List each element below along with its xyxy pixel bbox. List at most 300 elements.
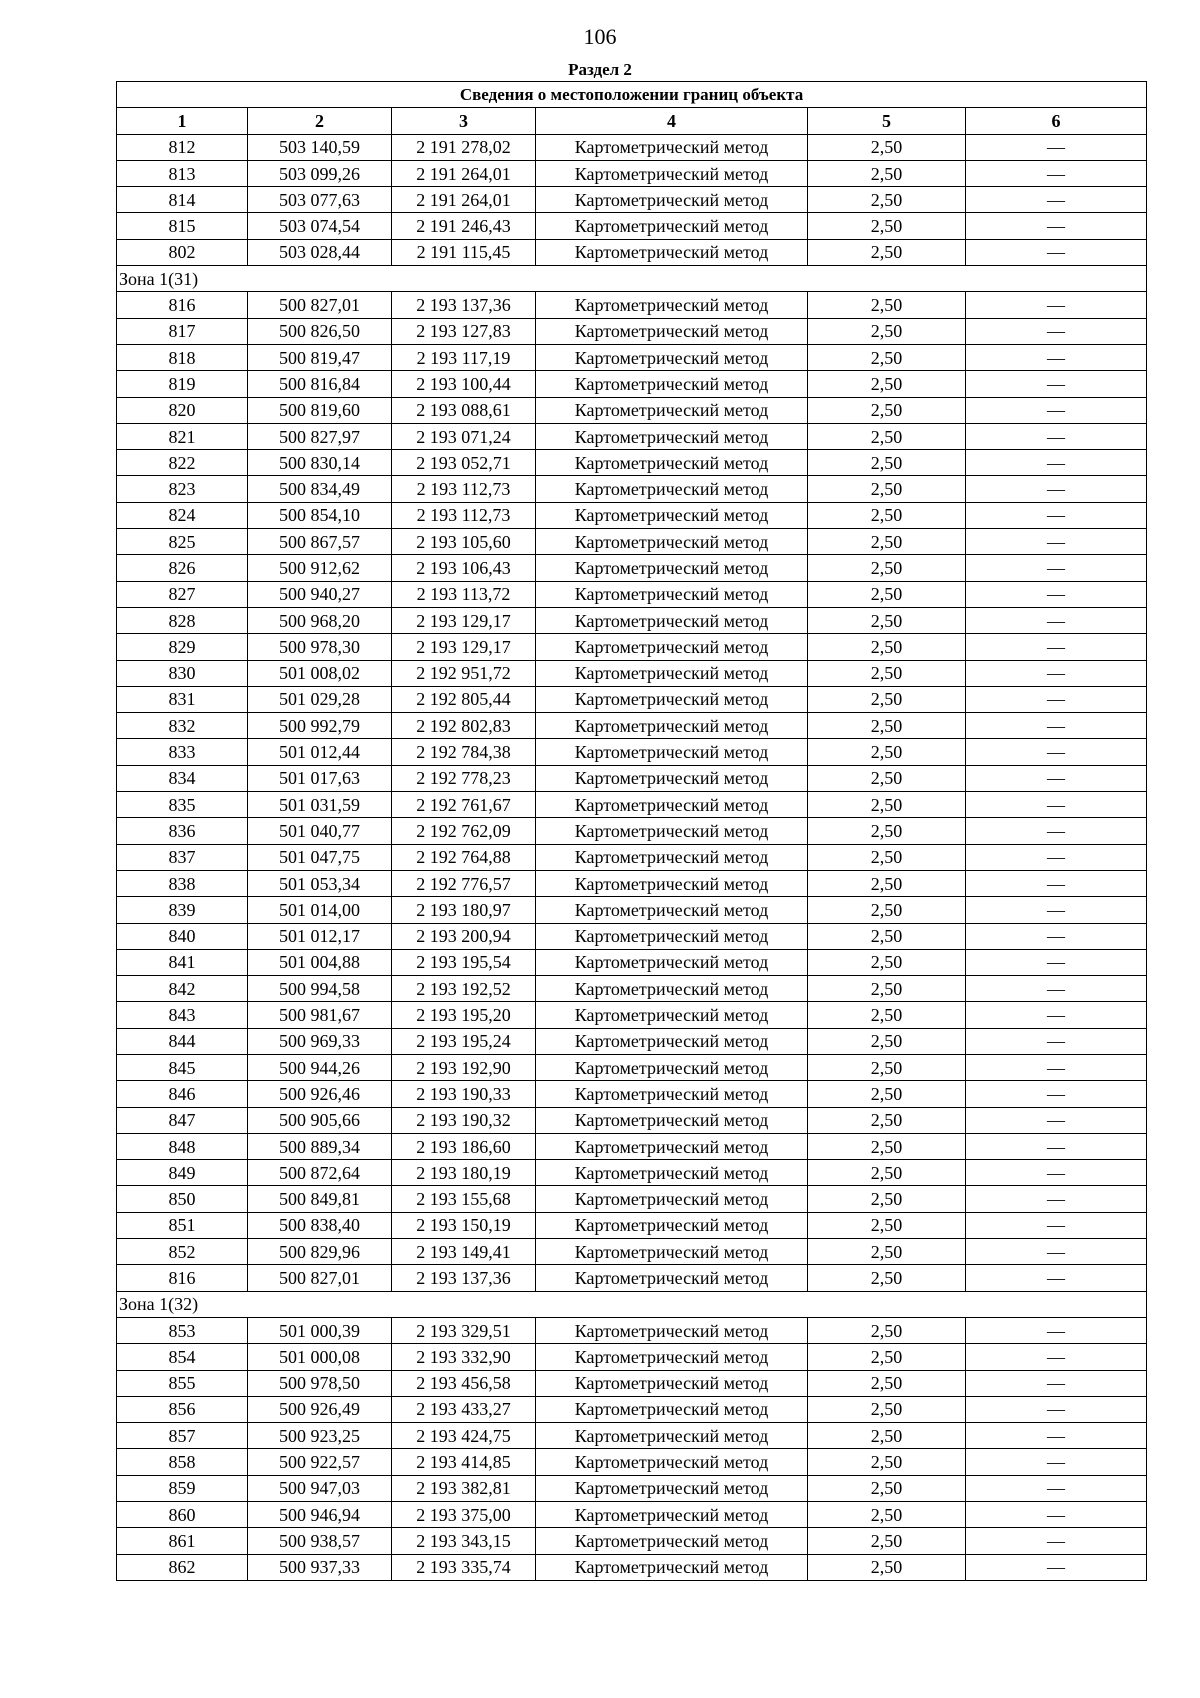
accuracy-cell: 2,50	[808, 1370, 966, 1396]
x-coordinate-cell: 500 944,26	[248, 1054, 392, 1080]
x-coordinate-cell: 500 827,01	[248, 1265, 392, 1291]
accuracy-cell: 2,50	[808, 502, 966, 528]
accuracy-cell: 2,50	[808, 1317, 966, 1343]
x-coordinate-cell: 500 937,33	[248, 1554, 392, 1580]
method-cell: Картометрический метод	[536, 949, 808, 975]
x-coordinate-cell: 500 992,79	[248, 713, 392, 739]
table-row	[117, 686, 1147, 712]
x-coordinate-cell: 500 830,14	[248, 450, 392, 476]
table-row	[117, 1212, 1147, 1238]
y-coordinate-cell: 2 193 129,17	[392, 634, 536, 660]
accuracy-cell: 2,50	[808, 765, 966, 791]
table-row	[117, 607, 1147, 633]
description-cell: —	[966, 976, 1147, 1002]
description-cell: —	[966, 1449, 1147, 1475]
y-coordinate-cell: 2 193 424,75	[392, 1423, 536, 1449]
point-number-cell: 822	[117, 450, 248, 476]
description-cell: —	[966, 160, 1147, 186]
x-coordinate-cell: 501 017,63	[248, 765, 392, 791]
method-cell: Картометрический метод	[536, 634, 808, 660]
point-number-cell: 812	[117, 134, 248, 160]
method-cell: Картометрический метод	[536, 213, 808, 239]
point-number-cell: 857	[117, 1423, 248, 1449]
point-number-cell: 848	[117, 1133, 248, 1159]
y-coordinate-cell: 2 193 150,19	[392, 1212, 536, 1238]
x-coordinate-cell: 500 872,64	[248, 1160, 392, 1186]
accuracy-cell: 2,50	[808, 529, 966, 555]
method-cell: Картометрический метод	[536, 1423, 808, 1449]
method-cell: Картометрический метод	[536, 1344, 808, 1370]
description-cell: —	[966, 292, 1147, 318]
y-coordinate-cell: 2 193 149,41	[392, 1239, 536, 1265]
method-cell: Картометрический метод	[536, 1528, 808, 1554]
x-coordinate-cell: 500 978,50	[248, 1370, 392, 1396]
table-row	[117, 949, 1147, 975]
x-coordinate-cell: 500 827,01	[248, 292, 392, 318]
table-row	[117, 1081, 1147, 1107]
table-row	[117, 660, 1147, 686]
accuracy-cell: 2,50	[808, 1133, 966, 1159]
method-cell: Картометрический метод	[536, 870, 808, 896]
point-number-cell: 839	[117, 897, 248, 923]
accuracy-cell: 2,50	[808, 1186, 966, 1212]
point-number-cell: 838	[117, 870, 248, 896]
x-coordinate-cell: 501 004,88	[248, 949, 392, 975]
method-cell: Картометрический метод	[536, 765, 808, 791]
table-row	[117, 634, 1147, 660]
description-cell: —	[966, 607, 1147, 633]
description-cell: —	[966, 792, 1147, 818]
table-row	[117, 1502, 1147, 1528]
table-row	[117, 1370, 1147, 1396]
x-coordinate-cell: 501 008,02	[248, 660, 392, 686]
description-cell: —	[966, 1396, 1147, 1422]
point-number-cell: 845	[117, 1054, 248, 1080]
table-row	[117, 1528, 1147, 1554]
description-cell: —	[966, 1186, 1147, 1212]
accuracy-cell: 2,50	[808, 1107, 966, 1133]
table-row	[117, 213, 1147, 239]
description-cell: —	[966, 870, 1147, 896]
table-row	[117, 1186, 1147, 1212]
accuracy-cell: 2,50	[808, 1502, 966, 1528]
x-coordinate-cell: 500 981,67	[248, 1002, 392, 1028]
method-cell: Картометрический метод	[536, 923, 808, 949]
zone-label: Зона 1(31)	[117, 266, 1147, 292]
y-coordinate-cell: 2 193 088,61	[392, 397, 536, 423]
y-coordinate-cell: 2 193 129,17	[392, 607, 536, 633]
table-row	[117, 1107, 1147, 1133]
accuracy-cell: 2,50	[808, 213, 966, 239]
method-cell: Картометрический метод	[536, 713, 808, 739]
description-cell: —	[966, 423, 1147, 449]
table-row	[117, 1028, 1147, 1054]
method-cell: Картометрический метод	[536, 423, 808, 449]
table-row	[117, 1423, 1147, 1449]
section-title: Раздел 2	[568, 60, 632, 79]
description-cell: —	[966, 1107, 1147, 1133]
point-number-cell: 858	[117, 1449, 248, 1475]
y-coordinate-cell: 2 193 343,15	[392, 1528, 536, 1554]
accuracy-cell: 2,50	[808, 187, 966, 213]
table-row	[117, 1054, 1147, 1080]
accuracy-cell: 2,50	[808, 476, 966, 502]
accuracy-cell: 2,50	[808, 607, 966, 633]
table-row	[117, 976, 1147, 1002]
description-cell: —	[966, 476, 1147, 502]
description-cell: —	[966, 923, 1147, 949]
accuracy-cell: 2,50	[808, 397, 966, 423]
x-coordinate-cell: 500 946,94	[248, 1502, 392, 1528]
y-coordinate-cell: 2 193 195,54	[392, 949, 536, 975]
x-coordinate-cell: 501 012,17	[248, 923, 392, 949]
x-coordinate-cell: 501 031,59	[248, 792, 392, 818]
y-coordinate-cell: 2 193 192,90	[392, 1054, 536, 1080]
point-number-cell: 843	[117, 1002, 248, 1028]
description-cell: —	[966, 897, 1147, 923]
method-cell: Картометрический метод	[536, 450, 808, 476]
method-cell: Картометрический метод	[536, 1054, 808, 1080]
table-row	[117, 134, 1147, 160]
x-coordinate-cell: 500 867,57	[248, 529, 392, 555]
table-row	[117, 344, 1147, 370]
accuracy-cell: 2,50	[808, 292, 966, 318]
table-row	[117, 870, 1147, 896]
y-coordinate-cell: 2 193 100,44	[392, 371, 536, 397]
table-row	[117, 713, 1147, 739]
table-row	[117, 739, 1147, 765]
y-coordinate-cell: 2 193 195,20	[392, 1002, 536, 1028]
table-row	[117, 792, 1147, 818]
method-cell: Картометрический метод	[536, 1160, 808, 1186]
accuracy-cell: 2,50	[808, 1344, 966, 1370]
x-coordinate-cell: 500 969,33	[248, 1028, 392, 1054]
description-cell: —	[966, 1212, 1147, 1238]
point-number-cell: 855	[117, 1370, 248, 1396]
accuracy-cell: 2,50	[808, 976, 966, 1002]
table-row	[117, 1344, 1147, 1370]
point-number-cell: 827	[117, 581, 248, 607]
point-number-cell: 826	[117, 555, 248, 581]
page-number: 106	[583, 24, 617, 49]
accuracy-cell: 2,50	[808, 634, 966, 660]
accuracy-cell: 2,50	[808, 660, 966, 686]
description-cell: —	[966, 529, 1147, 555]
method-cell: Картометрический метод	[536, 1186, 808, 1212]
y-coordinate-cell: 2 191 278,02	[392, 134, 536, 160]
accuracy-cell: 2,50	[808, 818, 966, 844]
y-coordinate-cell: 2 191 115,45	[392, 239, 536, 265]
y-coordinate-cell: 2 191 246,43	[392, 213, 536, 239]
description-cell: —	[966, 1475, 1147, 1501]
table-row	[117, 476, 1147, 502]
accuracy-cell: 2,50	[808, 792, 966, 818]
x-coordinate-cell: 501 012,44	[248, 739, 392, 765]
method-cell: Картометрический метод	[536, 318, 808, 344]
y-coordinate-cell: 2 192 805,44	[392, 686, 536, 712]
y-coordinate-cell: 2 193 335,74	[392, 1554, 536, 1580]
x-coordinate-cell: 501 053,34	[248, 870, 392, 896]
table-row	[117, 765, 1147, 791]
description-cell: —	[966, 134, 1147, 160]
point-number-cell: 850	[117, 1186, 248, 1212]
description-cell: —	[966, 765, 1147, 791]
y-coordinate-cell: 2 193 180,97	[392, 897, 536, 923]
y-coordinate-cell: 2 193 186,60	[392, 1133, 536, 1159]
accuracy-cell: 2,50	[808, 923, 966, 949]
accuracy-cell: 2,50	[808, 450, 966, 476]
method-cell: Картометрический метод	[536, 1554, 808, 1580]
boundary-coordinates-table	[116, 81, 1147, 1581]
accuracy-cell: 2,50	[808, 1028, 966, 1054]
accuracy-cell: 2,50	[808, 1160, 966, 1186]
point-number-cell: 816	[117, 292, 248, 318]
description-cell: —	[966, 1081, 1147, 1107]
y-coordinate-cell: 2 193 112,73	[392, 502, 536, 528]
accuracy-cell: 2,50	[808, 134, 966, 160]
y-coordinate-cell: 2 193 332,90	[392, 1344, 536, 1370]
y-coordinate-cell: 2 192 778,23	[392, 765, 536, 791]
accuracy-cell: 2,50	[808, 344, 966, 370]
table-row	[117, 292, 1147, 318]
table-row	[117, 923, 1147, 949]
point-number-cell: 856	[117, 1396, 248, 1422]
y-coordinate-cell: 2 193 414,85	[392, 1449, 536, 1475]
point-number-cell: 829	[117, 634, 248, 660]
table-row	[117, 818, 1147, 844]
point-number-cell: 852	[117, 1239, 248, 1265]
y-coordinate-cell: 2 193 329,51	[392, 1317, 536, 1343]
accuracy-cell: 2,50	[808, 897, 966, 923]
table-row	[117, 1265, 1147, 1291]
method-cell: Картометрический метод	[536, 1002, 808, 1028]
method-cell: Картометрический метод	[536, 844, 808, 870]
table-row	[117, 1396, 1147, 1422]
description-cell: —	[966, 1423, 1147, 1449]
accuracy-cell: 2,50	[808, 1002, 966, 1028]
method-cell: Картометрический метод	[536, 792, 808, 818]
description-cell: —	[966, 1554, 1147, 1580]
method-cell: Картометрический метод	[536, 976, 808, 1002]
description-cell: —	[966, 844, 1147, 870]
description-cell: —	[966, 949, 1147, 975]
x-coordinate-cell: 500 816,84	[248, 371, 392, 397]
x-coordinate-cell: 500 819,60	[248, 397, 392, 423]
x-coordinate-cell: 503 028,44	[248, 239, 392, 265]
y-coordinate-cell: 2 193 127,83	[392, 318, 536, 344]
y-coordinate-cell: 2 193 155,68	[392, 1186, 536, 1212]
y-coordinate-cell: 2 193 071,24	[392, 423, 536, 449]
table-row	[117, 1317, 1147, 1343]
description-cell: —	[966, 1160, 1147, 1186]
description-cell: —	[966, 450, 1147, 476]
x-coordinate-cell: 501 047,75	[248, 844, 392, 870]
method-cell: Картометрический метод	[536, 529, 808, 555]
table-row	[117, 187, 1147, 213]
y-coordinate-cell: 2 193 137,36	[392, 292, 536, 318]
description-cell: —	[966, 713, 1147, 739]
description-cell: —	[966, 818, 1147, 844]
description-cell: —	[966, 634, 1147, 660]
description-cell: —	[966, 213, 1147, 239]
x-coordinate-cell: 501 014,00	[248, 897, 392, 923]
method-cell: Картометрический метод	[536, 1502, 808, 1528]
x-coordinate-cell: 500 905,66	[248, 1107, 392, 1133]
accuracy-cell: 2,50	[808, 1554, 966, 1580]
y-coordinate-cell: 2 192 776,57	[392, 870, 536, 896]
method-cell: Картометрический метод	[536, 1317, 808, 1343]
description-cell: —	[966, 239, 1147, 265]
point-number-cell: 860	[117, 1502, 248, 1528]
y-coordinate-cell: 2 193 195,24	[392, 1028, 536, 1054]
method-cell: Картометрический метод	[536, 555, 808, 581]
x-coordinate-cell: 501 000,39	[248, 1317, 392, 1343]
y-coordinate-cell: 2 193 190,33	[392, 1081, 536, 1107]
column-number: 1	[117, 108, 248, 134]
x-coordinate-cell: 500 827,97	[248, 423, 392, 449]
y-coordinate-cell: 2 193 106,43	[392, 555, 536, 581]
x-coordinate-cell: 500 819,47	[248, 344, 392, 370]
y-coordinate-cell: 2 191 264,01	[392, 160, 536, 186]
description-cell: —	[966, 1133, 1147, 1159]
table-row	[117, 160, 1147, 186]
description-cell: —	[966, 371, 1147, 397]
table-row	[117, 1554, 1147, 1580]
x-coordinate-cell: 500 994,58	[248, 976, 392, 1002]
table-row	[117, 1002, 1147, 1028]
table-row	[117, 239, 1147, 265]
point-number-cell: 802	[117, 239, 248, 265]
method-cell: Картометрический метод	[536, 1081, 808, 1107]
accuracy-cell: 2,50	[808, 844, 966, 870]
table-row	[117, 529, 1147, 555]
point-number-cell: 859	[117, 1475, 248, 1501]
column-number: 2	[248, 108, 392, 134]
accuracy-cell: 2,50	[808, 423, 966, 449]
point-number-cell: 837	[117, 844, 248, 870]
x-coordinate-cell: 500 826,50	[248, 318, 392, 344]
y-coordinate-cell: 2 193 190,32	[392, 1107, 536, 1133]
point-number-cell: 832	[117, 713, 248, 739]
column-number: 4	[536, 108, 808, 134]
description-cell: —	[966, 1002, 1147, 1028]
x-coordinate-cell: 503 077,63	[248, 187, 392, 213]
zone-label: Зона 1(32)	[117, 1291, 1147, 1317]
column-number: 6	[966, 108, 1147, 134]
y-coordinate-cell: 2 192 784,38	[392, 739, 536, 765]
x-coordinate-cell: 500 834,49	[248, 476, 392, 502]
table-row	[117, 371, 1147, 397]
accuracy-cell: 2,50	[808, 581, 966, 607]
accuracy-cell: 2,50	[808, 686, 966, 712]
accuracy-cell: 2,50	[808, 739, 966, 765]
point-number-cell: 840	[117, 923, 248, 949]
accuracy-cell: 2,50	[808, 870, 966, 896]
accuracy-cell: 2,50	[808, 1081, 966, 1107]
y-coordinate-cell: 2 192 764,88	[392, 844, 536, 870]
table-row	[117, 423, 1147, 449]
y-coordinate-cell: 2 193 113,72	[392, 581, 536, 607]
accuracy-cell: 2,50	[808, 1475, 966, 1501]
point-number-cell: 847	[117, 1107, 248, 1133]
method-cell: Картометрический метод	[536, 160, 808, 186]
table-row	[117, 1133, 1147, 1159]
table-row	[117, 844, 1147, 870]
y-coordinate-cell: 2 193 375,00	[392, 1502, 536, 1528]
x-coordinate-cell: 501 029,28	[248, 686, 392, 712]
y-coordinate-cell: 2 192 802,83	[392, 713, 536, 739]
accuracy-cell: 2,50	[808, 1528, 966, 1554]
table-row	[117, 1449, 1147, 1475]
method-cell: Картометрический метод	[536, 1396, 808, 1422]
x-coordinate-cell: 503 099,26	[248, 160, 392, 186]
accuracy-cell: 2,50	[808, 1054, 966, 1080]
point-number-cell: 814	[117, 187, 248, 213]
method-cell: Картометрический метод	[536, 476, 808, 502]
x-coordinate-cell: 500 978,30	[248, 634, 392, 660]
point-number-cell: 824	[117, 502, 248, 528]
description-cell: —	[966, 502, 1147, 528]
y-coordinate-cell: 2 193 200,94	[392, 923, 536, 949]
x-coordinate-cell: 501 000,08	[248, 1344, 392, 1370]
x-coordinate-cell: 500 854,10	[248, 502, 392, 528]
method-cell: Картометрический метод	[536, 134, 808, 160]
accuracy-cell: 2,50	[808, 1423, 966, 1449]
description-cell: —	[966, 1028, 1147, 1054]
accuracy-cell: 2,50	[808, 371, 966, 397]
point-number-cell: 853	[117, 1317, 248, 1343]
point-number-cell: 833	[117, 739, 248, 765]
x-coordinate-cell: 500 912,62	[248, 555, 392, 581]
description-cell: —	[966, 660, 1147, 686]
method-cell: Картометрический метод	[536, 371, 808, 397]
method-cell: Картометрический метод	[536, 1370, 808, 1396]
description-cell: —	[966, 1317, 1147, 1343]
point-number-cell: 844	[117, 1028, 248, 1054]
table-row	[117, 1160, 1147, 1186]
column-number: 5	[808, 108, 966, 134]
accuracy-cell: 2,50	[808, 239, 966, 265]
y-coordinate-cell: 2 193 137,36	[392, 1265, 536, 1291]
method-cell: Картометрический метод	[536, 818, 808, 844]
accuracy-cell: 2,50	[808, 318, 966, 344]
x-coordinate-cell: 501 040,77	[248, 818, 392, 844]
point-number-cell: 835	[117, 792, 248, 818]
x-coordinate-cell: 500 947,03	[248, 1475, 392, 1501]
accuracy-cell: 2,50	[808, 1212, 966, 1238]
x-coordinate-cell: 500 940,27	[248, 581, 392, 607]
description-cell: —	[966, 318, 1147, 344]
description-cell: —	[966, 1502, 1147, 1528]
point-number-cell: 815	[117, 213, 248, 239]
description-cell: —	[966, 555, 1147, 581]
column-number: 3	[392, 108, 536, 134]
method-cell: Картометрический метод	[536, 1265, 808, 1291]
description-cell: —	[966, 1239, 1147, 1265]
point-number-cell: 854	[117, 1344, 248, 1370]
y-coordinate-cell: 2 191 264,01	[392, 187, 536, 213]
y-coordinate-cell: 2 192 951,72	[392, 660, 536, 686]
x-coordinate-cell: 500 923,25	[248, 1423, 392, 1449]
description-cell: —	[966, 1528, 1147, 1554]
description-cell: —	[966, 1054, 1147, 1080]
point-number-cell: 817	[117, 318, 248, 344]
accuracy-cell: 2,50	[808, 160, 966, 186]
y-coordinate-cell: 2 193 433,27	[392, 1396, 536, 1422]
method-cell: Картометрический метод	[536, 239, 808, 265]
y-coordinate-cell: 2 193 052,71	[392, 450, 536, 476]
method-cell: Картометрический метод	[536, 1212, 808, 1238]
